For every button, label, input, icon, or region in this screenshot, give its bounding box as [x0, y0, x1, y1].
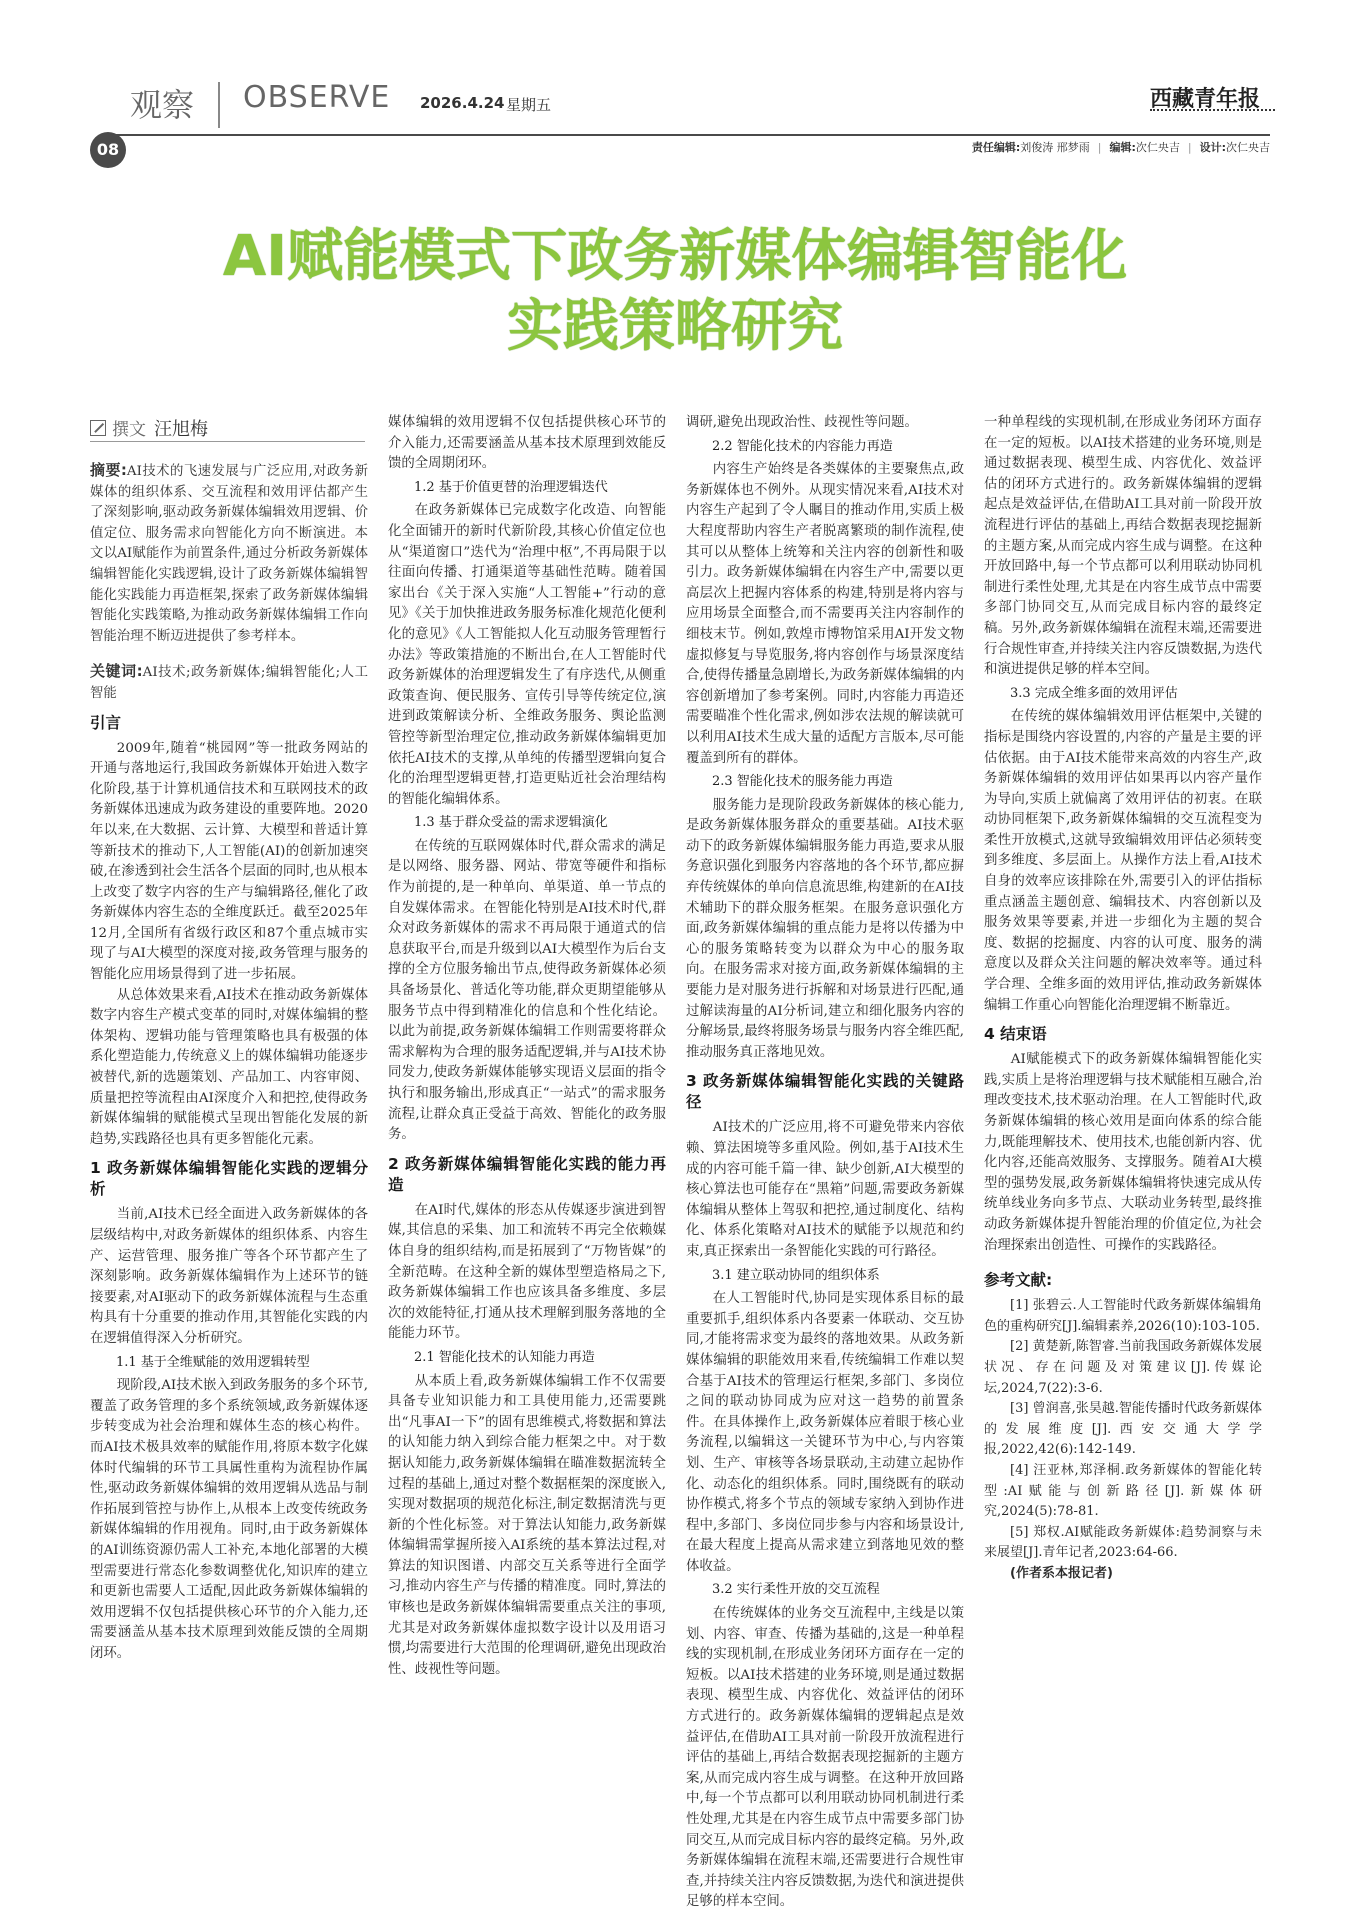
heading-section-1: 1 政务新媒体编辑智能化实践的逻辑分析	[90, 1159, 368, 1199]
subheading-2-2: 2.2 智能化技术的内容能力再造	[712, 438, 893, 454]
keywords	[90, 661, 368, 704]
paragraph: 在政务新媒体已完成数字化改造、向智能化全面铺开的新时代新阶段,其核心价值定位也从“渠道窗口”迭代为“治理中枢”,不再局限于以往面向传播、打通渠道等基础性范畴。随着国家出台《关于深入实施“人工智能+”行动的意见》《关于加快推进政务服务标准化规范化便利化的意见》《人工智能拟人化互动服务管理暂行办法》等政策措施的不断出台,在人工智能时代政务新媒体的治理逻辑发生了有序迭代,从侧重政策查询、便民服务、宣传引导等传统定位,演进到政策解读分析、全维政务服务、舆论监测管控等新型治理定位,推动政务新媒体编辑更加依托AI技术的支撑,从单纯的传播型逻辑向复合化的治理型逻辑更替,打造更贴近社会治理结构的智能化编辑体系。	[388, 503, 666, 807]
paragraph: 内容生产始终是各类媒体的主要聚焦点,政务新媒体也不例外。从现实情况来看,AI技术对内容生产起到了令人瞩目的推动作用,实质上极大程度帮助内容生产者脱离繁琐的制作流程,使其可以从整体上统筹和关注内容的创新性和吸引力。政务新媒体编辑在内容生产中,需要以更高层次上把握内容体系的构建,特别是将内容与应用场景全面整合,而不需要再关注内容制作的细枝末节。例如,敦煌市博物馆采用AI开发文物虚拟修复与导览服务,将内容创作与场景深度结合,使得传播量急剧增长,为政务新媒体编辑的内容创新增加了参考案例。同时,内容能力再造还需要瞄准个性化需求,例如涉农法规的解读就可以利用AI技术生成大量的适配方言版本,尽可能覆盖到所有的群体。	[686, 462, 964, 766]
column-4	[984, 413, 1262, 1584]
paragraph: 在AI时代,媒体的形态从传媒逐步演进到智媒,其信息的采集、加工和流转不再完全依赖媒体自身的组织结构,而是拓展到了“万物皆媒”的全新范畴。在这种全新的媒体型塑造格局之下,政务新媒体编辑工作也应该具备多维度、多层次的效能特征,打通从技术理解到服务落地的全能能力环节。	[388, 1202, 666, 1342]
newspaper-logo: 西藏青年报	[1150, 86, 1261, 112]
subheading-1-2: 1.2 基于价值更替的治理逻辑迭代	[414, 479, 608, 495]
paragraph: 现阶段,AI技术嵌入到政务服务的多个环节,覆盖了政务管理的多个系统领域,政务新媒体逐步转变成为社会治理和媒体生态的核心构件。而AI技术极具效率的赋能作用,将原本数字化媒体时代编辑的环节工具属性重构为流程协作属性,驱动政务新媒体编辑的效用逻辑从选品与制作拓展到管控与协作上,从根本上改变传统政务新媒体编辑的作用视角。同时,由于政务新媒体的AI训练资源仍需人工补充,本地化部署的大模型需要进行常态化参数调整优化,知识库的建立和更新也需要人工适配,因此政务新媒体编辑的效用逻辑不仅包括提供核心环节的介入能力,还需要涵盖从基本技术原理到效能反馈的全周期闭环。	[90, 1378, 368, 1661]
reference-item: [4] 汪亚林,郑泽桐.政务新媒体的智能化转型:AI赋能与创新路径[J].新媒体研究,2024(5):78-81.	[984, 1462, 1262, 1520]
reference-item: [5] 郑权.AI赋能政务新媒体:趋势洞察与未来展望[J].青年记者,2023:64-66.	[984, 1524, 1262, 1561]
paragraph: 在传统的媒体编辑效用评估框架中,关键的指标是围绕内容设置的,内容的产量是主要的评估依据。由于AI技术能带来高效的内容生产,政务新媒体编辑的效用评估如果再以内容产量作为导向,实质上就偏离了效用评估的初衷。在联动协同框架下,政务新媒体编辑的交互流程变为柔性开放模式,这就导致编辑效用评估必须转变到多维度、多层面上。从操作方法上看,AI技术自身的效率应该排除在外,需要引入的评估指标重点涵盖主题创意、编辑技术、内容创新以及服务效果等要素,并进一步细化为主题的契合度、数据的挖掘度、内容的认可度、服务的满意度以及群众关注问题的解决效率等。通过科学合理、全维多面的效用评估,推动政务新媒体编辑工作重心向智能化治理逻辑不断靠近。	[984, 709, 1262, 1013]
paragraph: 从本质上看,政务新媒体编辑工作不仅需要具备专业知识能力和工具使用能力,还需要跳出“凡事AI一下”的固有思维模式,将数据和算法的认知能力纳入到综合能力框架之中。对于数据认知能力,政务新媒体编辑在瞄准数据流转全过程的基础上,通过对整个数据框架的深度嵌入,实现对数据项的规范化标注,制定数据清洗与更新的个性化标签。对于算法认知能力,政务新媒体编辑需掌握所接入AI系统的基本算法过程,对算法的知识图谱、内部交互关系等进行全面学习,推动内容生产与传播的精准度。同时,算法的审核也是政务新媒体编辑需要重点关注的事项,尤其是对政务新媒体虚拟数字设计以及用语习惯,均需要进行大范围的伦理调研,避免出现政治性、歧视性等问题。	[388, 1373, 666, 1677]
paragraph: 2009年,随着“桃园网”等一批政务网站的开通与落地运行,我国政务新媒体开始进入数字化阶段,基于计算机通信技术和互联网技术的政务新媒体迅速成为政务建设的重要阵地。2020年以来,在大数据、云计算、大模型和普适计算等新技术的推动下,人工智能(AI)的创新加速突破,在渗透到社会生活各个层面的同时,也从根本上改变了数字内容的生产与编辑路径,催化了政务新媒体内容生态的全维度跃迁。截至2025年12月,全国所有省级行政区和87个重点城市实现了与AI大模型的深度对接,政务管理与服务的智能化应用场景得到了进一步拓展。	[90, 740, 368, 983]
paragraph: 当前,AI技术已经全面进入政务新媒体的各层级结构中,对政务新媒体的组织体系、内容生产、运营管理、服务推广等各个环节都产生了深刻影响。政务新媒体编辑作为上述环节的链接要素,对AI驱动下的政务新媒体流程与生态重构具有十分重要的推动作用,其智能化实践的内在逻辑值得深入分析研究。	[90, 1207, 368, 1346]
subheading-2-3: 2.3 智能化技术的服务能力再造	[712, 774, 893, 790]
paragraph: 在传统媒体的业务交互流程中,主线是以策划、内容、审查、传播为基础的,这是一种单程线的实现机制,在形成业务闭环方面存在一定的短板。以AI技术搭建的业务环境,则是通过数据表现、模型生成、内容优化、效益评估的闭环方式进行的。政务新媒体编辑的逻辑起点是效益评估,在借助AI工具对前一阶段开放流程进行评估的基础上,再结合数据表现挖掘新的主题方案,从而完成内容生成与调整。在这种开放回路中,每一个节点都可以利用联动协同机制进行柔性处理,尤其是在内容生成节点中需要多部门协同交互,从而完成目标内容的最终定稿。另外,政务新媒体编辑在流程末端,还需要进行合规性审查,并持续关注内容反馈数据,为迭代和演进提供足够的样本空间。	[686, 1606, 964, 1910]
design-name: 次仁央吉	[1226, 141, 1270, 154]
issue-weekday: 星期五	[506, 96, 552, 114]
reference-item: [3] 曾润喜,张昊越.智能传播时代政务新媒体的发展维度[J].西安交通大学学报,2022,42(6):142-149.	[984, 1401, 1262, 1458]
keywords-label: 关键词:	[90, 662, 143, 681]
paragraph: AI技术的广泛应用,将不可避免带来内容依赖、算法困境等多重风险。例如,基于AI技术生成的内容可能千篇一律、缺少创新,AI大模型的核心算法也可能存在“黑箱”问题,需要政务新媒体编辑从整体上驾驭和把控,通过制度化、结构化、体系化策略对AI技术的赋能予以规范和约束,真正探索出一条智能化实践的可行路径。	[686, 1120, 964, 1259]
paragraph: 在人工智能时代,协同是实现体系目标的最重要抓手,组织体系内各要素一体联动、交互协同,才能将需求变为最终的落地效果。从政务新媒体编辑的职能效用来看,传统编辑工作难以契合基于AI技术的管理运行框架,多部门、多岗位之间的联动协同成为应对这一趋势的前置条件。在具体操作上,政务新媒体应着眼于核心业务流程,以编辑这一关键环节为中心,与内容策划、生产、审核等各场景联动,主动建立起协作化、动态化的组织体系。同时,围绕既有的联动协作模式,将多个节点的领域专家纳入到协作进程中,多部门、多岗位同步参与内容和场景设计,在最大程度上提高从需求建立到落地见效的整体收益。	[686, 1291, 964, 1574]
headline-line-1: AI赋能模式下政务新媒体编辑智能化	[222, 224, 1128, 289]
reference-item: [1] 张碧云.人工智能时代政务新媒体编辑角色的重构研究[J].编辑素养,2026(10):103-105.	[984, 1298, 1262, 1334]
heading-conclusion: 4 结束语	[984, 1025, 1047, 1044]
paragraph: AI赋能模式下的政务新媒体编辑智能化实践,实质上是将治理逻辑与技术赋能相互融合,治理改变技术,技术驱动治理。在人工智能时代,政务新媒体编辑的核心效用是面向体系的综合能力,既能理解技术、使用技术,也能创新内容、优化内容,还能高效服务、支撑服务。随着AI大模型的强势发展,政务新媒体编辑将快速完成从传统单线业务向多节点、大联动业务转型,最终推动政务新媒体提升智能治理的价值定位,为社会治理探索出创造性、可操作的实践路径。	[984, 1052, 1262, 1253]
subheading-1-1: 1.1 基于全维赋能的效用逻辑转型	[116, 1354, 310, 1370]
headline-line-2: 实践策略研究	[507, 294, 843, 359]
reference-item: [2] 黄楚新,陈智睿.当前我国政务新媒体发展状况、存在问题及对策建议[J].传媒论坛,2024,7(22):3-6.	[984, 1339, 1262, 1396]
section-title-en: OBSERVE	[243, 80, 391, 115]
keywords-text: AI技术;政务新媒体;编辑智能化;人工智能	[90, 665, 368, 701]
editor-label: 责任编辑:	[971, 141, 1021, 154]
abstract-text: AI技术的飞速发展与广泛应用,对政务新媒体的组织体系、交互流程和效用评估都产生了深刻影响,驱动政务新媒体编辑效用逻辑、价值定位、服务需求向智能化方向不断演进。本文以AI赋能作为前置条件,通过分析政务新媒体编辑智能化实践逻辑,设计了政务新媒体编辑智能化实践能力再造框架,探索了政务新媒体编辑智能化实践策略,为推动政务新媒体编辑工作向智能治理不断迈进提供了参考样本。	[90, 464, 369, 644]
column-2	[388, 413, 666, 1680]
paragraph: 媒体编辑的效用逻辑不仅包括提供核心环节的介入能力,还需要涵盖从基本技术原理到效能反馈的全周期闭环。	[388, 415, 666, 472]
subheading-3-2: 3.2 实行柔性开放的交互流程	[712, 1582, 880, 1598]
abstract	[90, 460, 368, 647]
heading-intro: 引言	[90, 713, 122, 732]
issue-date: 2026.4.24	[420, 94, 505, 112]
section-title: 观察	[130, 86, 195, 124]
paragraph: 在传统的互联网媒体时代,群众需求的满足是以网络、服务器、网站、带宽等硬件和指标作为前提的,是一种单向、单渠道、单一节点的自发媒体需求。在智能化特别是AI技术时代,群众对政务新媒体的需求不再局限于通道式的信息获取平台,而是升级到以AI大模型作为后台支撑的全方位服务输出节点,使得政务新媒体必须具备场景化、普适化等功能,群众更期望能够从服务节点中得到精准化的信息和个性化结论。以此为前提,政务新媒体编辑工作则需要将群众需求解构为合理的服务适配逻辑,并与AI技术协同发力,使政务新媒体能够实现语义层面的指令执行和服务输出,形成真正“一站式”的需求服务流程,让群众真正受益于高效、智能化的政务服务。	[388, 838, 666, 1143]
pen-icon	[90, 420, 106, 436]
paragraph: 服务能力是现阶段政务新媒体的核心能力,是政务新媒体服务群众的重要基础。AI技术驱动下的政务新媒体编辑服务能力再造,要求从服务意识强化到服务内容落地的各个环节,都应摒弃传统媒体的单向信息流思维,构建新的在AI技术辅助下的群众服务框架。在服务意识强化方面,政务新媒体编辑的重点能力是将以传播为中心的服务策略转变为以群众为中心的服务取向。在服务需求对接方面,政务新媒体编辑的主要能力是对服务进行拆解和对场景进行匹配,通过解读海量的AI分析词,建立和细化服务内容的分解场景,最终将服务场景与服务内容全维匹配,推动服务真正落地见效。	[686, 797, 964, 1060]
paragraph: 调研,避免出现政治性、歧视性等问题。	[686, 415, 918, 430]
header-divider	[218, 82, 220, 128]
author-name: 汪旭梅	[154, 419, 208, 440]
design-label: 设计:	[1199, 141, 1226, 154]
heading-section-2: 2 政务新媒体编辑智能化实践的能力再造	[388, 1154, 666, 1194]
author-note: (作者系本报记者)	[1010, 1565, 1113, 1581]
editing-label: 编辑:	[1109, 141, 1136, 154]
header-rule	[105, 134, 1270, 136]
byline	[90, 415, 208, 441]
paragraph: 一种单程线的实现机制,在形成业务闭环方面存在一定的短板。以AI技术搭建的业务环境,则是通过数据表现、模型生成、内容优化、效益评估的闭环方式进行的。政务新媒体编辑的逻辑起点是效益评估,在借助AI工具对前一阶段开放流程进行评估的基础上,再结合数据表现挖掘新的主题方案,从而完成内容生成与调整。在这种开放回路中,每一个节点都可以利用联动协同机制进行柔性处理,尤其是在内容生成节点中需要多部门协同交互,从而完成目标内容的最终定稿。另外,政务新媒体编辑在流程末端,还需要进行合规性审查,并持续关注内容反馈数据,为迭代和演进提供足够的样本空间。	[984, 415, 1262, 678]
subheading-1-3: 1.3 基于群众受益的需求逻辑演化	[414, 815, 608, 831]
column-3	[686, 413, 964, 1910]
abstract-label: 摘要:	[90, 461, 127, 479]
credits-line: 责任编辑:刘俊涛 邢梦雨 | 编辑:次仁央吉 | 设计:次仁央吉	[971, 141, 1270, 154]
subheading-3-3: 3.3 完成全维多面的效用评估	[1010, 685, 1178, 701]
editor-names: 刘俊涛 邢梦雨	[1020, 141, 1090, 154]
heading-references: 参考文献:	[984, 1271, 1053, 1290]
byline-rule	[90, 441, 365, 442]
column-1	[90, 460, 369, 1661]
subheading-3-1: 3.1 建立联动协同的组织体系	[712, 1267, 880, 1283]
editing-name: 次仁央吉	[1135, 141, 1180, 154]
page-number-badge: 08	[90, 132, 126, 168]
byline-role: 撰文	[112, 420, 146, 440]
paragraph: 从总体效果来看,AI技术在推动政务新媒体数字内容生产模式变革的同时,对媒体编辑的整体架构、逻辑功能与管理策略也具有极强的体系化塑造能力,传统意义上的媒体编辑功能逐步被替代,新的选题策划、产品加工、内容审阅、质量把控等流程由AI深度介入和把控,使得政务新媒体编辑的赋能模式呈现出智能化发展的新趋势,实践路径也具有更多智能化元素。	[90, 987, 368, 1147]
subheading-2-1: 2.1 智能化技术的认知能力再造	[414, 1349, 595, 1365]
heading-section-3: 3 政务新媒体编辑智能化实践的关键路径	[686, 1072, 964, 1112]
logo-tibetan-script	[1150, 109, 1275, 117]
